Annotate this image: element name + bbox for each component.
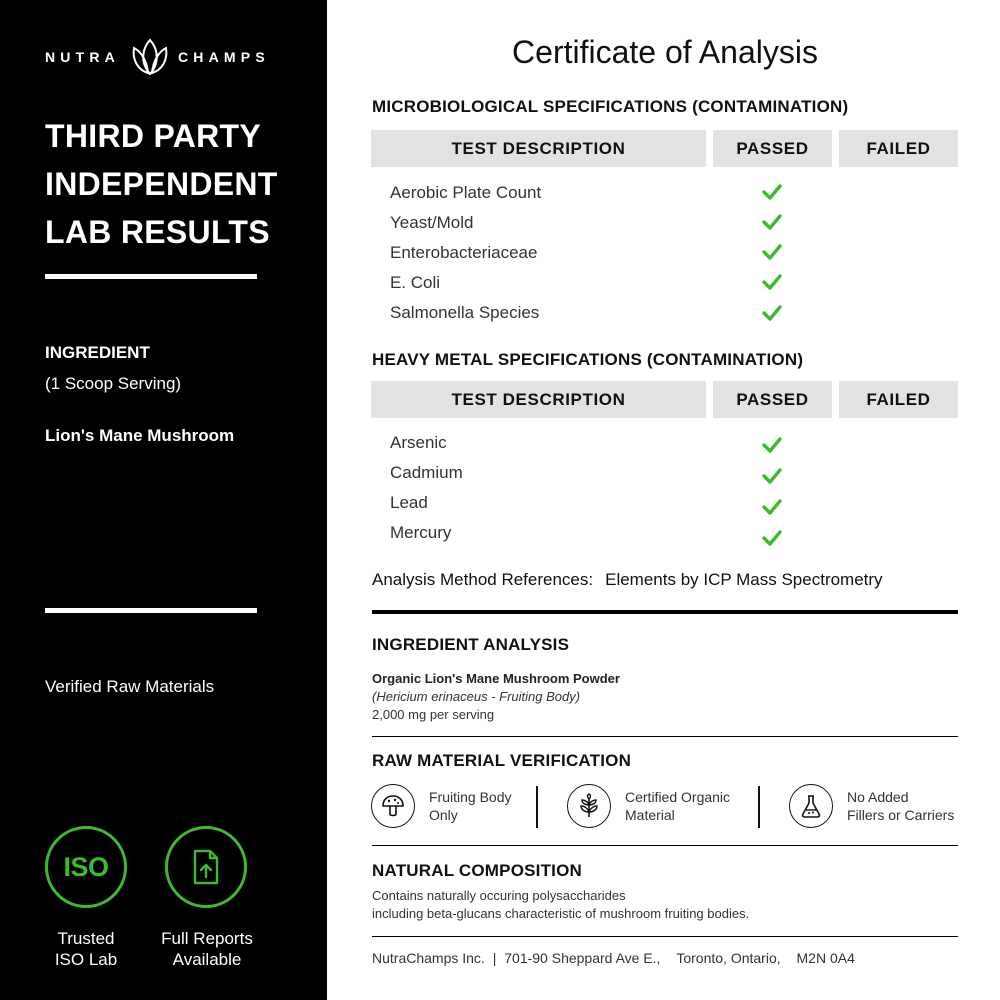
divider: [372, 736, 958, 737]
micro-row-label: Enterobacteriaceae: [390, 243, 538, 262]
feature-separator: [536, 786, 538, 828]
feature-text: [625, 788, 730, 824]
footer-street: 701-90 Sheppard Ave E.,: [504, 950, 661, 966]
iso-badge-caption: [21, 928, 151, 970]
mushroom-icon: [371, 784, 415, 828]
feature-certified-organic: [567, 784, 730, 828]
ingredient-name: Lion's Mane Mushroom: [45, 426, 235, 445]
ingredient-analysis-name: Organic Lion's Mane Mushroom Powder: [372, 671, 620, 686]
certificate-title: Certificate of Analysis: [512, 34, 818, 70]
ingredient-analysis-latin: (Hericium erinaceus - Fruiting Body): [372, 689, 581, 704]
feature-line: Fruiting Body: [429, 789, 512, 805]
check-icon: [762, 467, 782, 485]
natural-composition-line: including beta-glucans characteristic of mushroom fruiting bodies.: [372, 906, 750, 921]
micro-col-passed: PASSED: [713, 130, 832, 167]
feature-line: Certified Organic: [625, 789, 731, 805]
raw-material-heading: RAW MATERIAL VERIFICATION: [372, 751, 632, 770]
divider: [372, 845, 958, 846]
brand-word-right: CHAMPS: [178, 49, 270, 65]
heavy-metal-heading: HEAVY METAL SPECIFICATIONS (CONTAMINATION): [372, 350, 804, 369]
micro-col-test-description: TEST DESCRIPTION: [371, 130, 706, 167]
headline-line: LAB RESULTS: [45, 214, 270, 250]
micro-row-label: Yeast/Mold: [390, 213, 474, 232]
divider: [372, 610, 958, 614]
analysis-method-value: Elements by ICP Mass Spectrometry: [605, 570, 883, 589]
check-icon: [762, 498, 782, 516]
analysis-method: [372, 570, 883, 590]
feature-fruiting-body: [371, 784, 511, 828]
feature-line: No Added: [847, 789, 909, 805]
heavy-row-label: Mercury: [390, 523, 452, 542]
footer-separator: |: [492, 950, 497, 966]
flask-icon: [789, 784, 833, 828]
sidebar: [0, 0, 327, 1000]
headline-line: THIRD PARTY: [45, 118, 262, 154]
headline: [45, 112, 278, 256]
micro-col-failed: FAILED: [839, 130, 958, 167]
caption-line: Full Reports: [161, 929, 253, 948]
verified-raw-materials: Verified Raw Materials: [45, 677, 215, 696]
heavy-row-label: Lead: [390, 493, 428, 512]
serving-size: (1 Scoop Serving): [45, 374, 182, 393]
caption-line: Available: [172, 950, 242, 969]
divider: [372, 936, 958, 937]
micro-row-label: E. Coli: [390, 273, 441, 292]
caption-line: ISO Lab: [54, 950, 118, 969]
check-icon: [762, 304, 782, 322]
natural-composition-heading: NATURAL COMPOSITION: [372, 861, 582, 880]
brand-logo[interactable]: [45, 36, 285, 78]
leaf-sprig-icon: [567, 784, 611, 828]
footer-city: Toronto, Ontario,: [676, 950, 781, 966]
caption-line: Trusted: [57, 929, 115, 948]
headline-line: INDEPENDENT: [45, 166, 278, 202]
brand-word-left: NUTRA: [45, 49, 120, 65]
lotus-leaf-icon: [128, 36, 172, 78]
check-icon: [762, 436, 782, 454]
feature-line: Fillers or Carriers: [847, 807, 955, 823]
check-icon: [762, 183, 782, 201]
divider: [45, 608, 257, 613]
micro-row-label: Salmonella Species: [390, 303, 540, 322]
micro-row-label: Aerobic Plate Count: [390, 183, 542, 202]
ingredient-analysis-heading: INGREDIENT ANALYSIS: [372, 635, 570, 654]
feature-separator: [758, 786, 760, 828]
full-reports-caption: [142, 928, 272, 970]
feature-no-fillers: [789, 784, 954, 828]
document-upload-icon: [191, 849, 221, 885]
feature-text: [429, 788, 511, 824]
ingredient-label: INGREDIENT: [45, 343, 150, 362]
footer-address: [372, 950, 859, 966]
check-icon: [762, 273, 782, 291]
micro-heading: MICROBIOLOGICAL SPECIFICATIONS (CONTAMINATION): [372, 97, 849, 116]
check-icon: [762, 213, 782, 231]
check-icon: [762, 243, 782, 261]
feature-text: [847, 788, 954, 824]
feature-line: Only: [429, 807, 458, 823]
heavy-col-passed: PASSED: [713, 381, 832, 418]
heavy-row-label: Arsenic: [390, 433, 447, 452]
analysis-method-label: Analysis Method References:: [372, 570, 594, 589]
feature-line: Material: [625, 807, 675, 823]
check-icon: [762, 529, 782, 547]
ingredient-analysis-amount: 2,000 mg per serving: [372, 707, 495, 722]
iso-badge-text: ISO: [63, 851, 109, 882]
heavy-col-test-description: TEST DESCRIPTION: [371, 381, 706, 418]
heavy-row-label: Cadmium: [390, 463, 463, 482]
natural-composition-line: Contains naturally occuring polysaccharides: [372, 888, 626, 903]
footer-company: NutraChamps Inc.: [372, 950, 485, 966]
full-reports-badge[interactable]: [165, 826, 247, 908]
divider: [45, 274, 257, 279]
iso-badge-icon: [45, 826, 127, 908]
footer-postal: M2N 0A4: [796, 950, 855, 966]
heavy-col-failed: FAILED: [839, 381, 958, 418]
